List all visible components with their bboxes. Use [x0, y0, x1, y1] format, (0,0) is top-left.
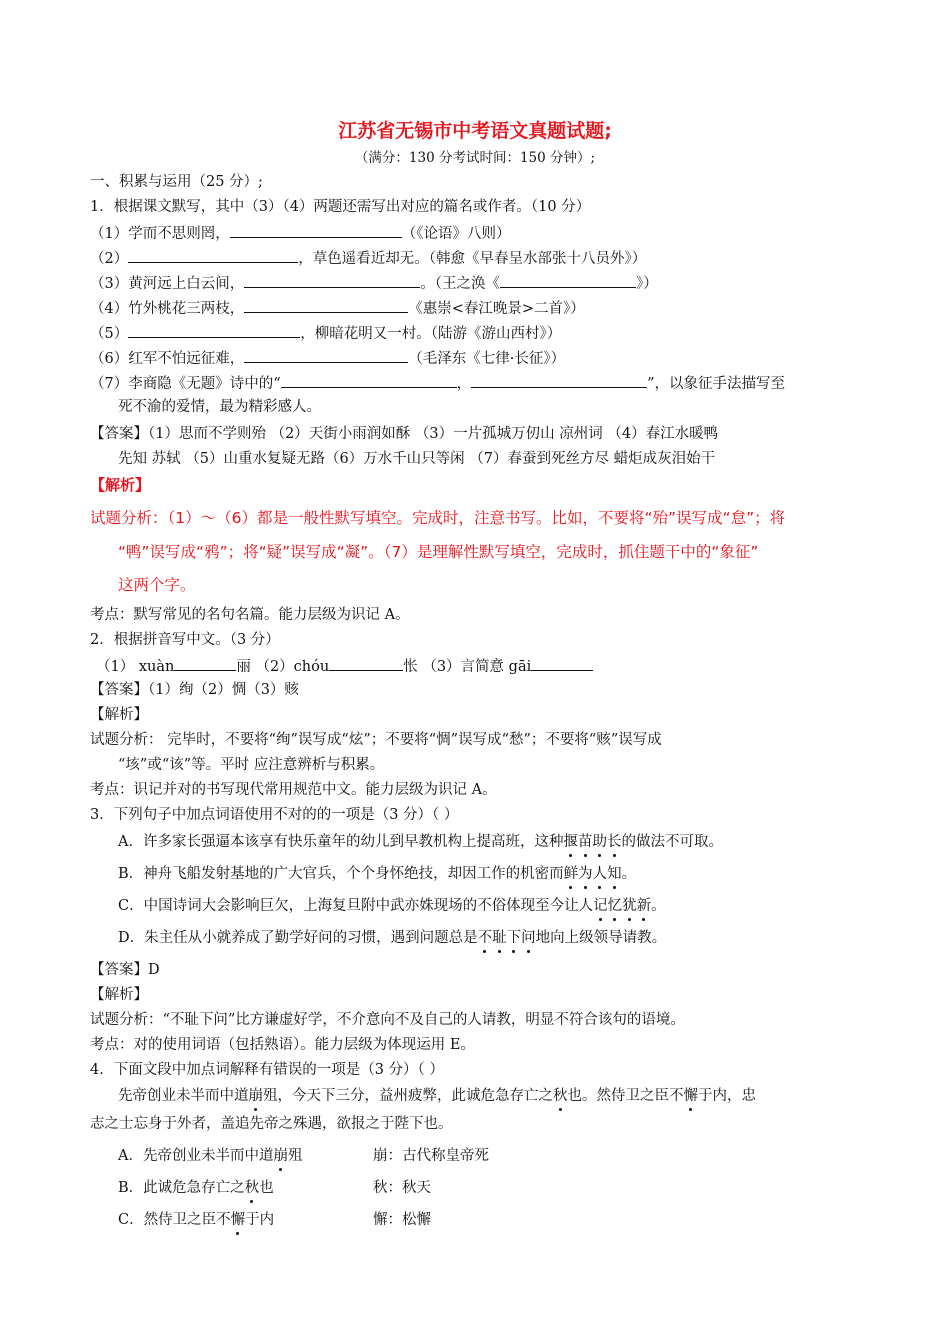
- option-text: 于内: [245, 1212, 275, 1228]
- dotted-char: 秋: [244, 1180, 260, 1196]
- dotted-char: 苗: [577, 834, 593, 850]
- option-sentence: [118, 1210, 373, 1230]
- answer-blank: [500, 272, 636, 288]
- answer-1-cont: 先知 苏轼 （5）山重水复疑无路（6）万水千山只等闲 （7）春蚕到死丝方尽 蜡炬成灰泪始干: [118, 451, 716, 467]
- answer-blank: [244, 297, 408, 313]
- dotted-char: 崩: [248, 1088, 263, 1104]
- q1-item-7-cont: 死不渝的爱情，最为精彩感人。: [118, 399, 321, 415]
- key-point-3: 考点：对的使用词语（包括熟语）。能力层级为体现运用 E。: [90, 1037, 475, 1053]
- passage-text: 于内，忠: [698, 1088, 756, 1104]
- analysis-1-line-2: “鸭”误写成“鸦”；将“疑”误写成“凝”。（7）是理解性默写填空，完成时，抓住题干中的“象征”: [118, 543, 759, 561]
- q1-5-source: ，柳暗花明又一村。（陆游《游山西村》）: [300, 326, 562, 342]
- q4-option-a: [118, 1146, 489, 1166]
- q1-6-source: （毛泽东《七律·长征》）: [408, 351, 566, 367]
- answer-blank: [329, 655, 403, 671]
- analysis-1-line-3: 这两个字。: [118, 576, 196, 594]
- q1-item-3: [90, 272, 658, 294]
- analysis-2-heading: 【解析】: [90, 707, 148, 723]
- dotted-char: 人: [592, 866, 608, 882]
- answer-blank: [230, 222, 402, 238]
- dotted-char: 下: [506, 930, 522, 946]
- option-text: 地向上级领导请教。: [535, 930, 667, 946]
- dotted-char: 犹: [622, 898, 637, 914]
- passage-text: 也。然侍卫之臣不: [567, 1088, 684, 1104]
- option-text: C．中国诗词大会影响巨欠，上海复旦附中武亦姝现场的不俗体现至今让人: [118, 898, 594, 914]
- question-2: 2．根据拼音写中文。（3 分）: [90, 632, 280, 648]
- q1-2-source: ，草色遥看近却无。（韩愈《早春呈水部张十八员外》）: [298, 251, 647, 267]
- question-3: 3．下列句子中加点词语使用不对的的一项是（3 分）（ ）: [90, 807, 459, 823]
- dotted-char: 揠: [563, 834, 578, 850]
- passage-text: 先帝创业未半而中道: [118, 1088, 249, 1104]
- option-text: D．朱主任从小就养成了勤学好问的习惯，遇到问题总是: [118, 930, 478, 946]
- analysis-1-line-1: 试题分析：（1）～（6）都是一般性默写填空。完成时，注意书写。比如，不要将“殆”误写成“怠”；将: [90, 509, 786, 527]
- option-text: 也: [259, 1180, 274, 1196]
- answer-blank: [471, 372, 647, 388]
- answer-blank: [174, 655, 236, 671]
- dotted-char: 秋: [553, 1088, 568, 1104]
- dotted-char: 耻: [492, 930, 507, 946]
- q1-3-end: 》）: [635, 276, 658, 292]
- dotted-term: [564, 866, 622, 882]
- key-point-1: 考点：默写常见的名句名篇。能力层级为识记 A。: [90, 607, 410, 623]
- q1-7-comma: ，: [456, 376, 472, 392]
- dotted-char: 新: [636, 898, 652, 914]
- dotted-char: 崩: [273, 1148, 288, 1164]
- dotted-char: 问: [521, 930, 536, 946]
- q1-item-2: [90, 247, 646, 269]
- page-title: 江苏省无锡市中考语文真题试题;: [338, 120, 612, 142]
- dotted-term: [593, 898, 651, 914]
- answer-blank: [128, 247, 298, 263]
- key-point-2: 考点：识记并对的书写现代常用规范中文。能力层级为识记 A。: [90, 782, 497, 798]
- dotted-char: 记: [593, 898, 608, 914]
- option-text: 。: [651, 898, 666, 914]
- dotted-char: 知: [607, 866, 622, 882]
- answer-blank: [128, 322, 300, 338]
- q1-3-prefix: （3）黄河远上白云间，: [90, 276, 245, 292]
- option-text: 。: [621, 866, 637, 882]
- option-definition: 懈：松懈: [373, 1212, 431, 1228]
- analysis-3-heading: 【解析】: [90, 987, 148, 1003]
- q3-option-c: [118, 896, 666, 916]
- answer-3: 【答案】D: [90, 962, 160, 978]
- option-text: B．此诚危急存亡之: [118, 1180, 245, 1196]
- dotted-char: 为: [578, 866, 593, 882]
- dotted-term: [563, 834, 621, 850]
- option-definition: 秋：秋天: [373, 1180, 431, 1196]
- exam-info: （满分：130 分考试时间：150 分钟）;: [354, 150, 596, 166]
- q1-6-prefix: （6）红军不怕远征难，: [90, 351, 245, 367]
- answer-blank: [281, 372, 457, 388]
- section-heading: 一、积累与运用（25 分）;: [90, 174, 263, 190]
- q1-4-prefix: （4）竹外桃花三两枝，: [90, 301, 245, 317]
- option-text: 的做法不可取。: [621, 834, 723, 850]
- q4-passage-line-2: 志之士忘身于外者，盖追先帝之殊遇，欲报之于陛下也。: [90, 1116, 453, 1132]
- q1-item-7: [90, 372, 785, 394]
- q3-option-b: [118, 864, 636, 884]
- q1-item-5: [90, 322, 561, 344]
- q1-item-1: [90, 222, 510, 244]
- option-sentence: [118, 1178, 373, 1198]
- analysis-heading: 【解析】: [90, 476, 151, 494]
- q1-7-prefix: （7）李商隐《无题》诗中的“: [90, 376, 281, 392]
- q3-option-a: [118, 832, 723, 852]
- q2-3-label: 怅 （3）言简意 gāi: [403, 659, 532, 675]
- q1-item-6: [90, 347, 565, 369]
- answer-blank: [531, 655, 593, 671]
- q1-1-prefix: （1）学而不思则罔，: [90, 226, 230, 242]
- option-text: C．然侍卫之臣不: [118, 1212, 231, 1228]
- dotted-char: 不: [477, 930, 493, 946]
- q4-passage-line-1: [118, 1086, 756, 1106]
- q2-2-label: 丽 （2）chóu: [236, 659, 330, 675]
- dotted-char: 懈: [683, 1088, 698, 1104]
- analysis-3: 试题分析：“不耻下问”比方谦虚好学，不介意向不及自己的人请教，明显不符合该句的语境。: [90, 1012, 685, 1028]
- q1-item-4: [90, 297, 585, 319]
- q1-7-end: ”，以象征手法描写至: [647, 376, 786, 392]
- dotted-char: 懈: [230, 1212, 246, 1228]
- q1-4-source: 《惠崇<春江晚景>二首》）: [408, 301, 585, 317]
- q4-option-c: [118, 1210, 431, 1230]
- dotted-char: 长: [606, 834, 622, 850]
- answer-2: 【答案】（1）绚（2）惆（3）赅: [90, 682, 299, 698]
- question-1: 1．根据课文默写，其中（3）（4）两题还需写出对应的篇名或作者。（10 分）: [90, 199, 591, 215]
- question-4: 4．下面文段中加点词解释有错误的一项是（3 分）（ ）: [90, 1062, 444, 1078]
- option-text: A．先帝创业未半而中道: [118, 1148, 274, 1164]
- q2-1-label: （1） xuàn: [96, 659, 175, 675]
- q4-option-b: [118, 1178, 431, 1198]
- dotted-char: 鲜: [563, 866, 579, 882]
- answer-blank: [244, 347, 408, 363]
- dotted-term: [478, 930, 536, 946]
- option-sentence: [118, 1146, 373, 1166]
- passage-text: 殂，今天下三分，益州疲弊，此诚危急存亡之: [263, 1088, 553, 1104]
- analysis-2-line-2: “垓”或“该”等。平时 应注意辨析与积累。: [118, 757, 385, 773]
- option-text: 殂: [287, 1148, 303, 1164]
- q3-option-d: [118, 928, 666, 948]
- q1-3-mid: 。（王之涣《: [420, 276, 500, 292]
- answer-blank: [244, 272, 420, 288]
- analysis-2-line-1: 试题分析： 完毕时，不要将“绚”误写成“炫”；不要将“惆”误写成“愁”；不要将“赅”误写成: [90, 732, 662, 748]
- option-definition: 崩：古代称皇帝死: [373, 1148, 489, 1164]
- answer-1: 【答案】（1）思而不学则殆 （2）天街小雨润如酥 （3）一片孤城万仞山 凉州词 （4）春江水暖鸭: [90, 426, 719, 442]
- q1-2-prefix: （2）: [90, 251, 129, 267]
- option-text: B．神舟飞船发射基地的广大官兵，个个身怀绝技，却因工作的机密而: [118, 866, 564, 882]
- q1-1-source: （《论语》八则）: [401, 226, 511, 242]
- dotted-char: 助: [592, 834, 607, 850]
- option-text: A．许多家长强逼本该享有快乐童年的幼儿到早教机构上提高班，这种: [118, 834, 564, 850]
- q1-5-prefix: （5）: [90, 326, 129, 342]
- q2-items: [96, 655, 593, 677]
- dotted-char: 忆: [607, 898, 623, 914]
